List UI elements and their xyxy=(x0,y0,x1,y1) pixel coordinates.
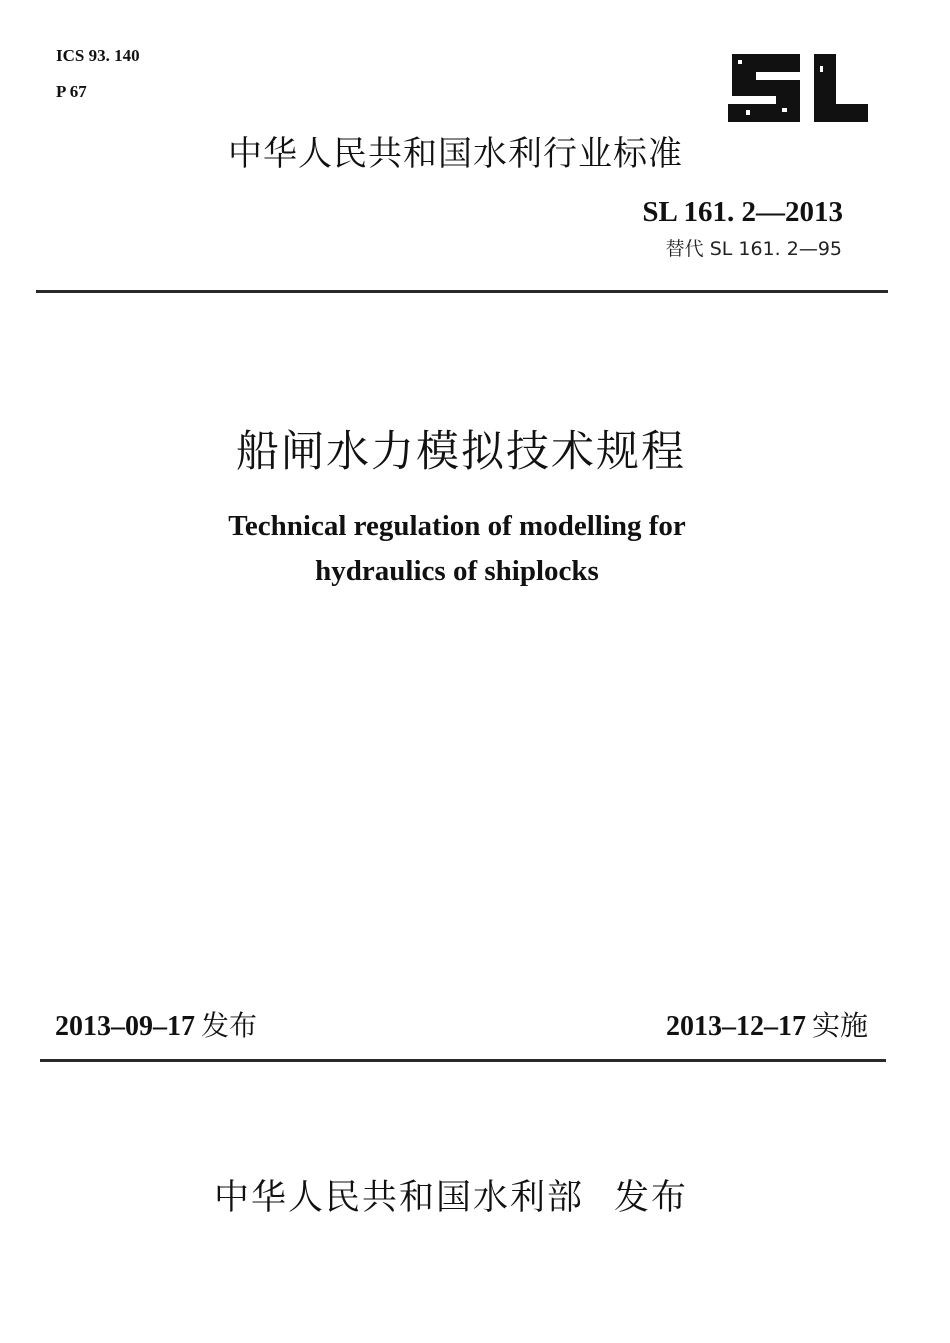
effective-date: 2013–12–17 xyxy=(665,1011,806,1042)
standard-number: SL 161. 2—2013 xyxy=(642,196,843,228)
industry-standard-title: 中华人民共和国水利行业标准 xyxy=(228,134,683,174)
bottom-divider xyxy=(40,1059,886,1062)
effective-label: 实施 xyxy=(811,1009,868,1042)
replaces-standard: 替代 SL 161. 2—95 xyxy=(665,238,842,260)
english-title-line-1: Technical regulation of modelling for xyxy=(228,510,686,542)
issue-label: 发布 xyxy=(201,1009,258,1042)
english-title-line-2: hydraulics of shiplocks xyxy=(315,555,599,587)
issue-date-block xyxy=(55,1006,257,1047)
publisher-verb: 发布 xyxy=(614,1178,689,1218)
chinese-title: 船闸水力模拟技术规程 xyxy=(236,427,686,477)
top-divider xyxy=(36,290,888,293)
sl-logo xyxy=(722,46,872,128)
ics-code: ICS 93. 140 xyxy=(56,46,140,65)
p-code: P 67 xyxy=(56,82,87,101)
publisher-line xyxy=(214,1172,688,1224)
publisher-name: 中华人民共和国水利部 xyxy=(214,1178,585,1218)
effective-date-block xyxy=(666,1006,868,1047)
issue-date: 2013–09–17 xyxy=(55,1011,195,1042)
